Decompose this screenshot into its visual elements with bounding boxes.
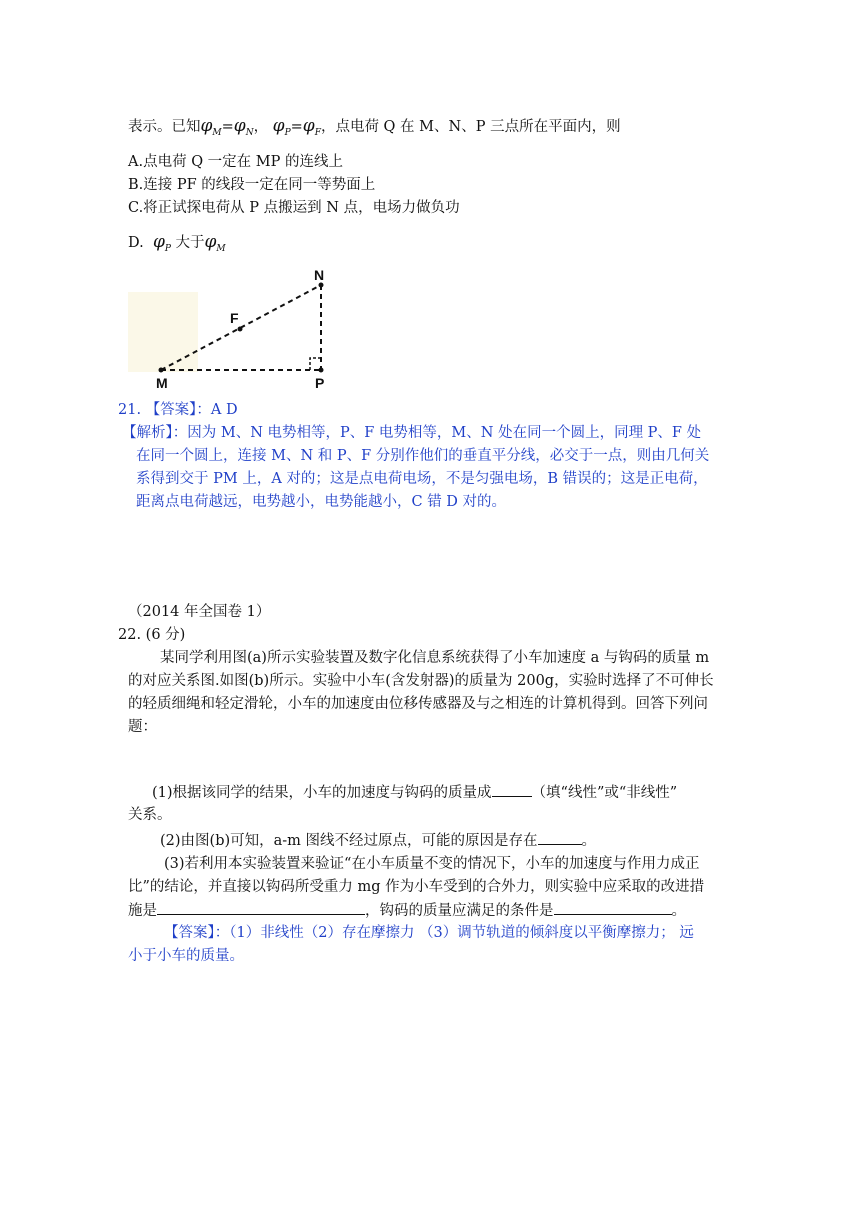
q21-analysis-line-3: 系得到交于 PM 上，A 对的；这是点电荷电场，不是匀强电场，B 错误的；这是正电荷， bbox=[136, 471, 708, 487]
q21-stem: 表示。已知$\varphi_M=\varphi_N$， $\varphi_P=\varphi_F$，点电荷 Q 在 M、N、P 三点所在平面内，则 bbox=[128, 116, 621, 138]
q22-stem-line-4: 题： bbox=[128, 719, 157, 735]
answer-blank-2[interactable] bbox=[538, 830, 582, 845]
label-n: N bbox=[314, 267, 325, 283]
label-m: M bbox=[156, 375, 168, 391]
label-p: P bbox=[315, 375, 325, 391]
q21-option-d: D. $\varphi_P$ 大于$\varphi_M$ bbox=[128, 232, 226, 254]
q22-part-1-end: 关系。 bbox=[128, 807, 172, 823]
q21-option-c: C.将正试探电荷从 P 点搬运到 N 点，电场力做负功 bbox=[128, 200, 460, 216]
point-f bbox=[238, 327, 243, 332]
q21-option-a: A.点电荷 Q 一定在 MP 的连线上 bbox=[128, 154, 344, 170]
point-n bbox=[319, 283, 324, 288]
q22-part-2: (2)由图(b)可知，a-m 图线不经过原点，可能的原因是存在 。 bbox=[160, 830, 596, 851]
triangle-figure bbox=[126, 262, 346, 392]
q21-analysis-line-2: 在同一个圆上，连接 M、N 和 P、F 分别作他们的垂直平分线，必交于一点，则由几何关 bbox=[136, 448, 710, 464]
q21-analysis-line-4: 距离点电荷越远，电势越小，电势能越小，C 错 D 对的。 bbox=[136, 494, 507, 510]
q22-answer-line-1: 【答案】：（1）非线性（2）存在摩擦力 （3）调节轨道的倾斜度以平衡摩擦力； 远 bbox=[164, 925, 694, 941]
q22-stem-line-1: 某同学利用图(a)所示实验装置及数字化信息系统获得了小车加速度 a 与钩码的质量 m bbox=[160, 650, 710, 666]
label-f: F bbox=[230, 310, 239, 326]
q22-source: （2014 年全国卷 1） bbox=[128, 604, 271, 620]
figure-background-stain bbox=[128, 292, 198, 372]
answer-blank-1[interactable] bbox=[492, 782, 532, 797]
q21-analysis-line-1: 【解析】：因为 M、N 电势相等，P、F 电势相等，M、N 处在同一个圆上，同理 P、F 处 bbox=[122, 425, 702, 441]
q22-answer-line-2: 小于小车的质量。 bbox=[128, 948, 244, 964]
answer-blank-3[interactable] bbox=[157, 900, 365, 915]
q21-option-b: B.连接 PF 的线段一定在同一等势面上 bbox=[128, 177, 376, 193]
q22-part-1: (1)根据该同学的结果，小车的加速度与钩码的质量成 （填“线性”或“非线性” bbox=[152, 782, 677, 803]
point-m bbox=[159, 368, 164, 373]
q22-stem-line-3: 的轻质细绳和轻定滑轮，小车的加速度由位移传感器及与之相连的计算机得到。回答下列问 bbox=[128, 696, 708, 712]
answer-blank-4[interactable] bbox=[554, 900, 672, 915]
q22-part-3-line-3: 施是 ，钩码的质量应满足的条件是 。 bbox=[128, 900, 686, 921]
q21-answer: 21. 【答案】：A D bbox=[118, 402, 238, 418]
q22-part-3-line-1: (3)若利用本实验装置来验证“在小车质量不变的情况下，小车的加速度与作用力成正 bbox=[164, 856, 700, 872]
q22-stem-line-2: 的对应关系图.如图(b)所示。实验中小车(含发射器)的质量为 200g，实验时选择了不可伸长 bbox=[128, 673, 714, 689]
q22-part-3-line-2: 比”的结论，并直接以钩码所受重力 mg 作为小车受到的合外力，则实验中应采取的改进措 bbox=[128, 879, 705, 895]
point-p bbox=[319, 368, 324, 373]
q22-number: 22. (6 分) bbox=[118, 627, 186, 643]
